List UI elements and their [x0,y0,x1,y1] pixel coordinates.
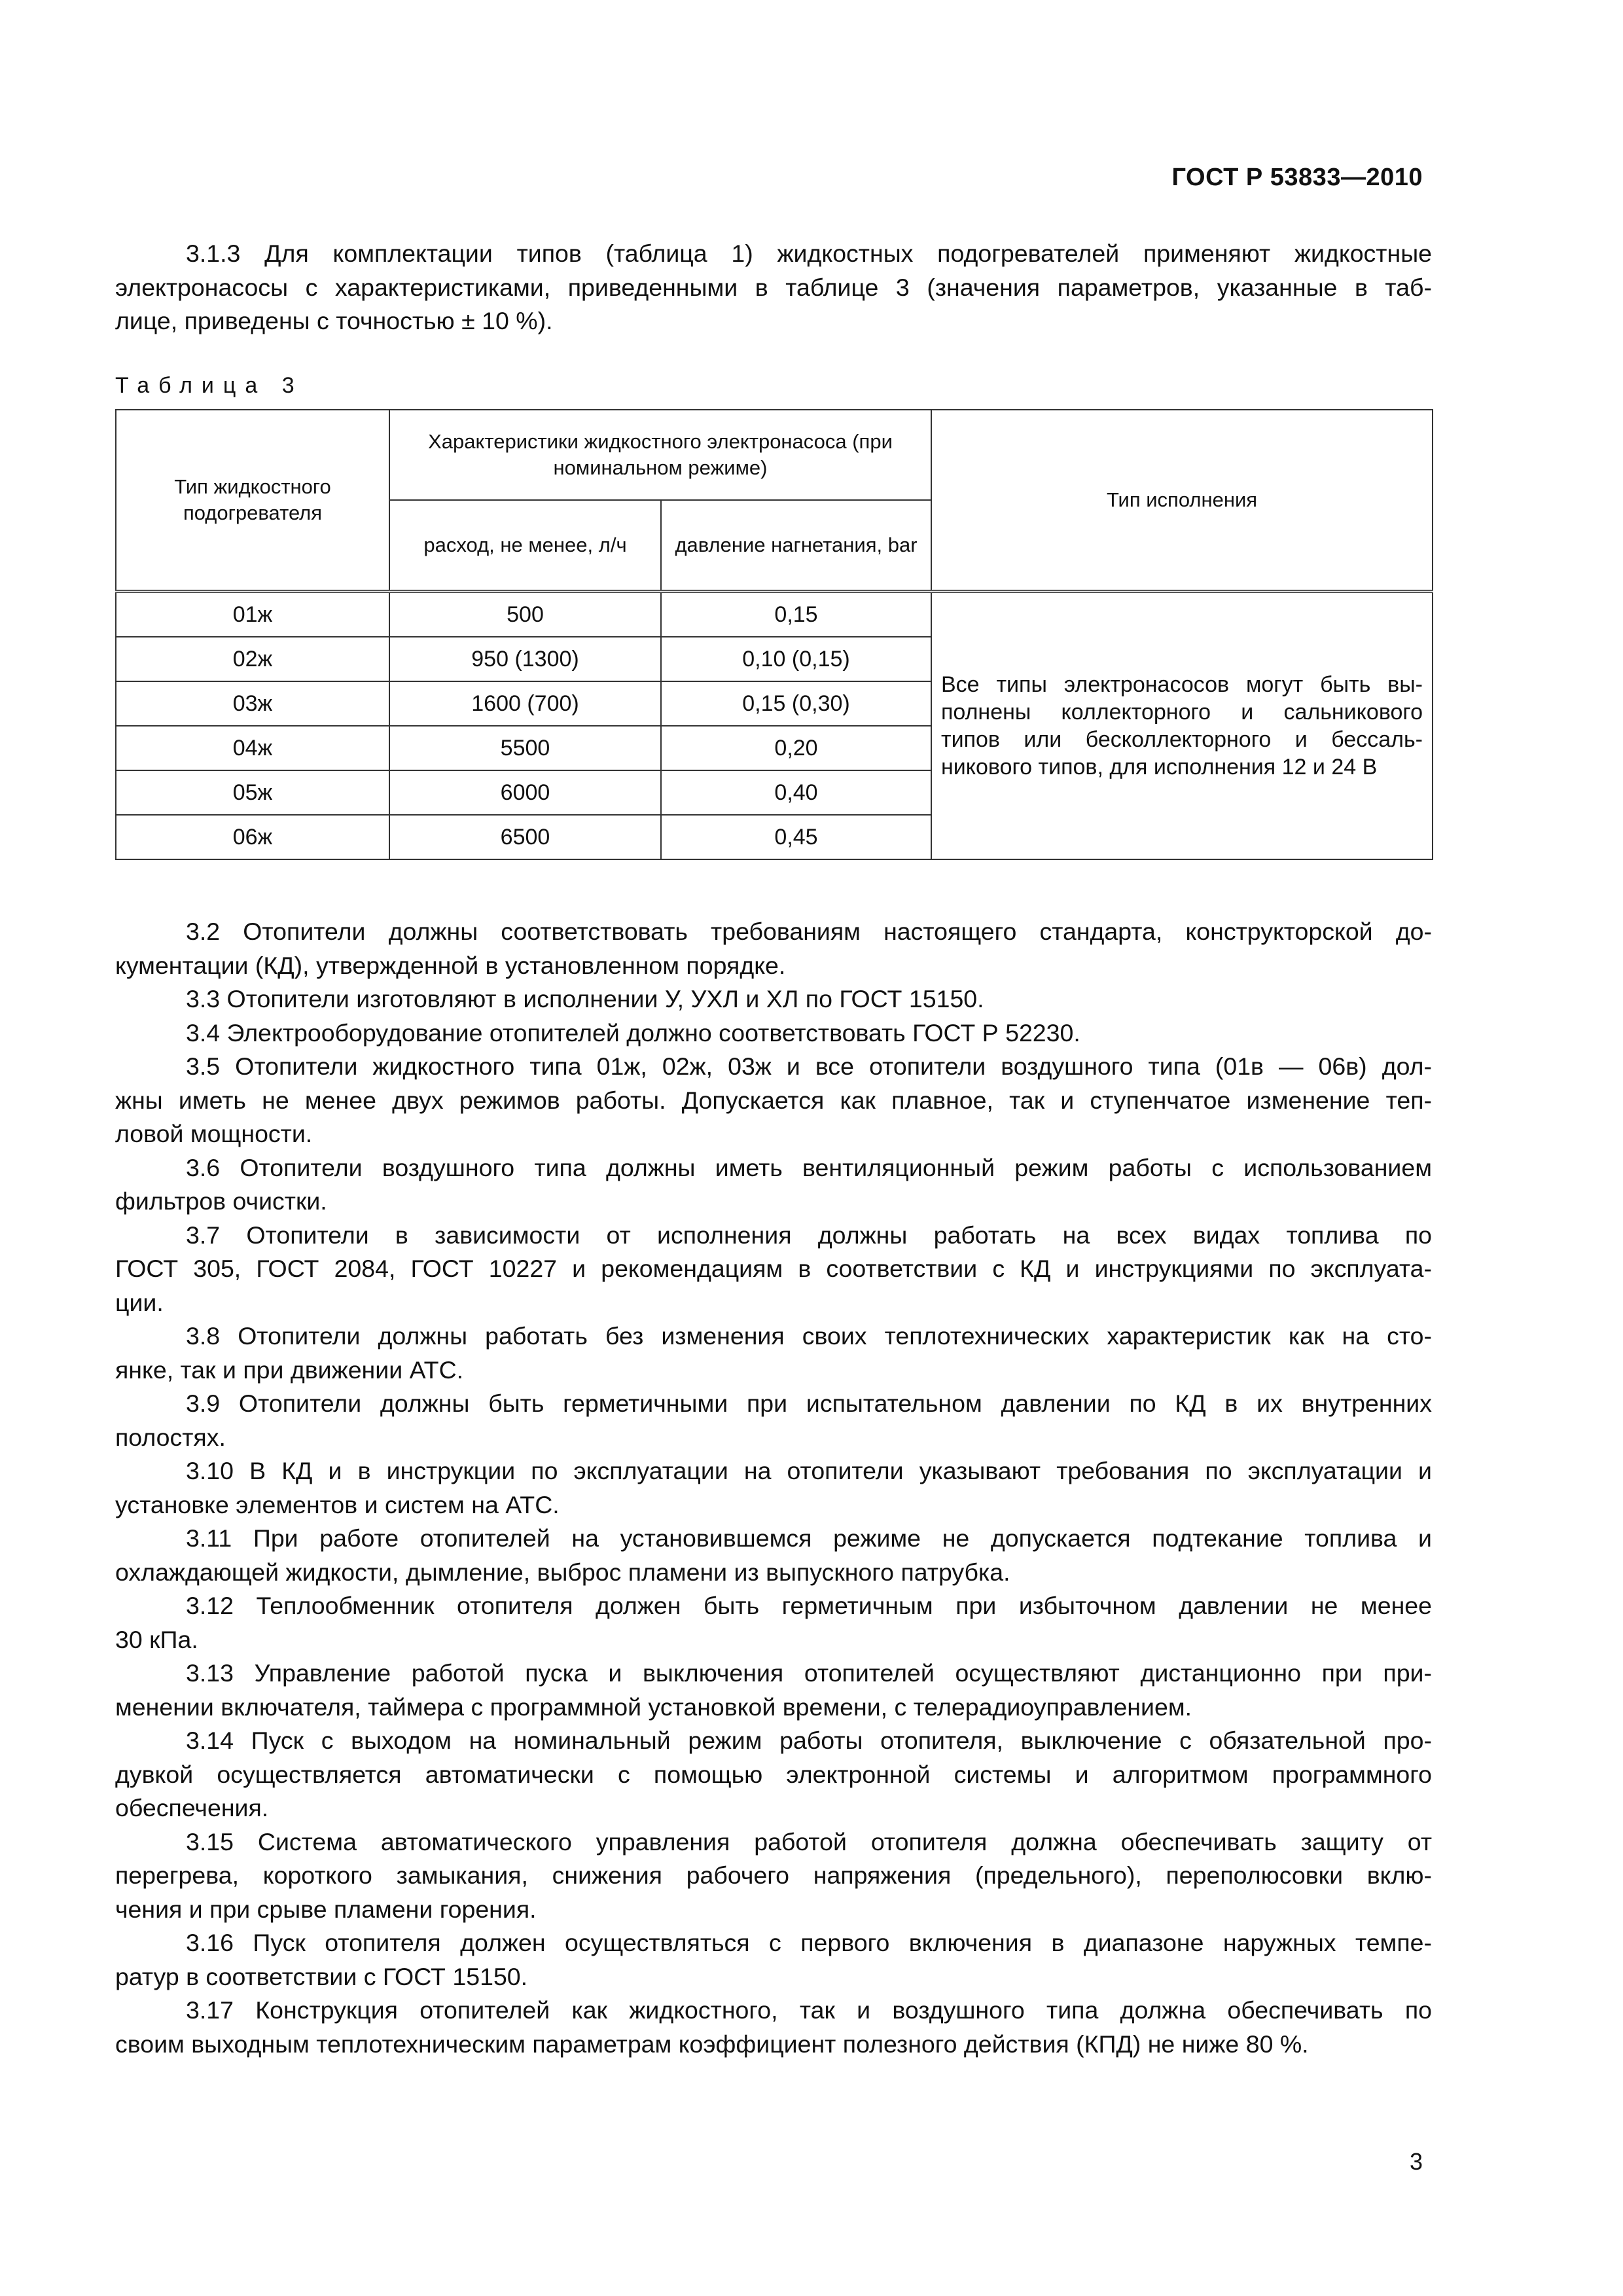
cell-heater-type: 05ж [116,770,389,815]
text-line: фильтров очистки. [115,1187,327,1215]
text-line: 3.17 Конструкция отопителей как жидкостного, так и воздушного типа должна обеспечивать по [186,1996,1432,2024]
cell-heater-type: 02ж [116,637,389,681]
cell-heater-type: 06ж [116,815,389,859]
cell-execution-note [931,592,1433,860]
table-row [116,592,1433,637]
text-line: ГОСТ 305, ГОСТ 2084, ГОСТ 10227 и рекомендациям в соответствии с КД и инструкциями по эксплуата- [115,1255,1432,1282]
cell-flow: 5500 [389,726,661,770]
text-line: никового типов, для исполнения 12 и 24 В [941,755,1378,780]
cell-pressure: 0,45 [661,815,931,859]
cell-flow: 6000 [389,770,661,815]
text-line: электронасосы с характеристиками, приведенными в таблице 3 (значения параметров, указанные в таб- [115,273,1432,301]
text-line: охлаждающей жидкости, дымление, выброс пламени из выпускного патрубка. [115,1558,1010,1586]
cell-flow: 500 [389,592,661,637]
text-line: ловой мощности. [115,1120,313,1147]
cell-pressure: 0,20 [661,726,931,770]
text-line: 3.5 Отопители жидкостного типа 01ж, 02ж, 03ж и все отопители воздушного типа (01в — 06в) дол- [186,1052,1432,1080]
text-line: 3.7 Отопители в зависимости от исполнения должны работать на всех видах топлива по [186,1221,1432,1249]
text-line: 3.2 Отопители должны соответствовать требованиям настоящего стандарта, конструкторской до- [186,918,1432,945]
header-execution-type: Тип исполнения [931,410,1433,592]
cell-heater-type: 01ж [116,592,389,637]
text-line: 3.11 При работе отопителей на установившемся режиме не допускается подтекание топлива и [186,1524,1432,1552]
cell-heater-type: 03ж [116,681,389,726]
cell-flow: 6500 [389,815,661,859]
text-line: полнены коллекторного и сальникового [941,700,1423,725]
standard-designation: ГОСТ Р 53833—2010 [1171,164,1423,191]
header-pump-characteristics: Характеристики жидкостного электронасоса (при номинальном режиме) [389,410,931,500]
text-line: Все типы электронасосов могут быть вы- [941,672,1423,697]
text-line: 3.3 Отопители изготовляют в исполнении У, УХЛ и ХЛ по ГОСТ 15150. [186,985,984,1013]
text-line: 3.6 Отопители воздушного типа должны иметь вентиляционный режим работы с использованием [186,1153,1432,1181]
text-line: кументации (КД), утвержденной в установленном порядке. [115,951,786,979]
text-line: 3.1.3 Для комплектации типов (таблица 1) жидкостных подогревателей применяют жидкостные [186,240,1432,267]
text-line: 3.4 Электрооборудование отопителей должно соответствовать ГОСТ Р 52230. [186,1018,1080,1047]
cell-pressure: 0,10 (0,15) [661,637,931,681]
text-line: обеспечения. [115,1794,269,1821]
text-line: ратур в соответствии с ГОСТ 15150. [115,1962,528,1990]
header-flow: расход, не менее, л/ч [389,500,661,592]
text-line: 30 кПа. [115,1625,198,1653]
text-line: менении включателя, таймера с программной установкой времени, с телерадиоуправлением. [115,1693,1192,1721]
table-caption: Таблица 3 [115,373,304,398]
text-line: 3.14 Пуск с выходом на номинальный режим работы отопителя, выключение с обязательной про- [186,1727,1432,1754]
cell-heater-type: 04ж [116,726,389,770]
text-line: полостях. [115,1423,226,1451]
text-line: лице, приведены с точностью ± 10 %). [115,307,553,334]
text-line: 3.15 Система автоматического управления работой отопителя должна обеспечивать защиту от [186,1827,1432,1856]
text-line: ции. [115,1288,164,1316]
header-heater-type: Тип жидкостного подогревателя [116,410,389,592]
body-text [115,915,1432,2061]
text-line: дувкой осуществляется автоматически с помощью электронной системы и алгоритмом программного [115,1760,1432,1788]
page-number: 3 [1409,2148,1423,2175]
text-line: своим выходным теплотехническим параметрам коэффициент полезного действия (КПД) не ниже 80 %. [115,2030,1309,2058]
cell-pressure: 0,40 [661,770,931,815]
text-line: 3.12 Теплообменник отопителя должен быть герметичным при избыточном давлении не менее [186,1592,1432,1619]
cell-flow: 950 (1300) [389,637,661,681]
text-line: жны иметь не менее двух режимов работы. Допускается как плавное, так и ступенчатое изменение теп- [115,1086,1432,1114]
text-line: 3.10 В КД и в инструкции по эксплуатации на отопители указывают требования по эксплуатации и [186,1457,1432,1484]
cell-flow: 1600 (700) [389,681,661,726]
text-line: установке элементов и систем на АТС. [115,1490,560,1518]
text-line: 3.13 Управление работой пуска и выключения отопителей осуществляют дистанционно при при- [186,1659,1432,1687]
pump-characteristics-table [115,409,1433,860]
text-line: 3.9 Отопители должны быть герметичными при испытательном давлении по КД в их внутренних [186,1390,1432,1417]
header-pressure: давление нагнетания, bar [661,500,931,592]
paragraph-3-1-3 [115,237,1432,338]
cell-pressure: 0,15 (0,30) [661,681,931,726]
text-line: типов или бесколлекторного и бессаль- [941,727,1423,752]
text-line: 3.16 Пуск отопителя должен осуществляться с первого включения в диапазоне наружных темпе- [186,1929,1432,1956]
text-line: перегрева, короткого замыкания, снижения рабочего напряжения (предельного), переполюсовки вклю- [115,1861,1432,1889]
text-line: янке, так и при движении АТС. [115,1355,464,1384]
text-line: чения и при срыве пламени горения. [115,1895,537,1923]
cell-pressure: 0,15 [661,592,931,637]
text-line: 3.8 Отопители должны работать без изменения своих теплотехнических характеристик как на сто- [186,1322,1432,1350]
